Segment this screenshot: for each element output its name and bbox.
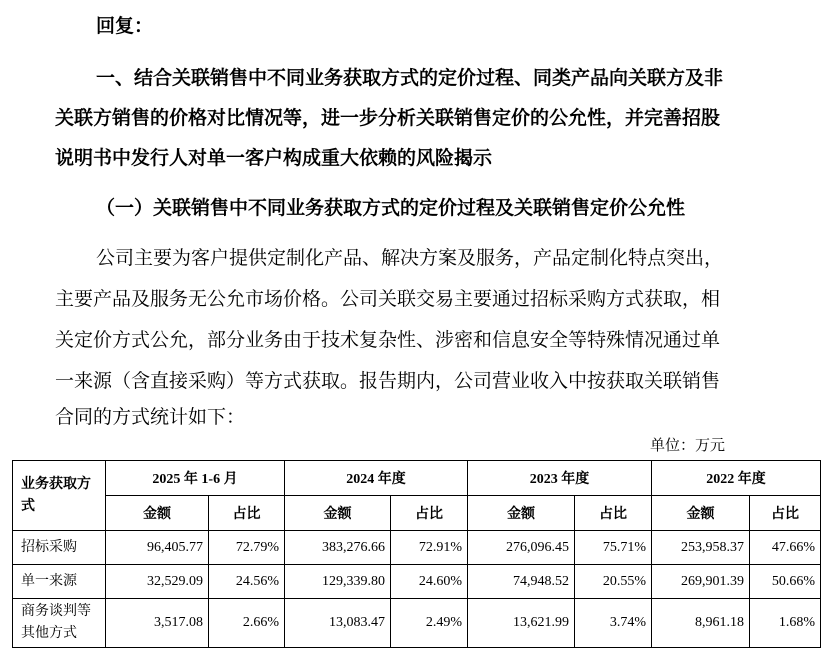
table-header-amount: 金额 bbox=[285, 496, 391, 531]
table-header-ratio: 占比 bbox=[391, 496, 468, 531]
table-cell: 2.49% bbox=[391, 599, 468, 648]
table-header-ratio: 占比 bbox=[575, 496, 652, 531]
body-line-3: 关定价方式公允，部分业务由于技术复杂性、涉密和信息安全等特殊情况通过单 bbox=[55, 329, 721, 351]
reply-label: 回复： bbox=[96, 15, 154, 37]
body-line-5: 合同的方式统计如下： bbox=[55, 406, 246, 428]
table-cell: 276,096.45 bbox=[468, 531, 575, 565]
table-header-period: 2022 年度 bbox=[652, 461, 821, 496]
table-header-amount: 金额 bbox=[652, 496, 750, 531]
table-row bbox=[13, 565, 821, 599]
row-label: 商务谈判等其他方式 bbox=[13, 599, 106, 648]
section-heading: （一）关联销售中不同业务获取方式的定价过程及关联销售定价公允性 bbox=[96, 197, 686, 219]
table-cell: 129,339.80 bbox=[285, 565, 391, 599]
row-label: 单一来源 bbox=[13, 565, 106, 599]
table-cell: 74,948.52 bbox=[468, 565, 575, 599]
table-header-method: 业务获取方式 bbox=[13, 461, 106, 531]
table-cell: 47.66% bbox=[750, 531, 821, 565]
body-line-4: 一来源（含直接采购）等方式获取。报告期内，公司营业收入中按获取关联销售 bbox=[55, 370, 721, 392]
table-header-row-periods bbox=[13, 461, 821, 496]
table-header-row-metrics bbox=[13, 496, 821, 531]
question-title-line-3: 说明书中发行人对单一客户构成重大依赖的风险揭示 bbox=[55, 147, 493, 169]
table-cell: 3.74% bbox=[575, 599, 652, 648]
table-cell: 8,961.18 bbox=[652, 599, 750, 648]
body-line-1: 公司主要为客户提供定制化产品、解决方案及服务，产品定制化特点突出， bbox=[96, 247, 724, 269]
row-label: 招标采购 bbox=[13, 531, 106, 565]
table-header-period: 2024 年度 bbox=[285, 461, 468, 496]
table-cell: 13,621.99 bbox=[468, 599, 575, 648]
table-header-period: 2025 年 1-6 月 bbox=[106, 461, 285, 496]
table-row bbox=[13, 531, 821, 565]
table-cell: 50.66% bbox=[750, 565, 821, 599]
table-cell: 24.56% bbox=[209, 565, 285, 599]
table-header-period: 2023 年度 bbox=[468, 461, 652, 496]
table-cell: 2.66% bbox=[209, 599, 285, 648]
table-header-amount: 金额 bbox=[106, 496, 209, 531]
table-cell: 75.71% bbox=[575, 531, 652, 565]
table-row bbox=[13, 599, 821, 648]
table-cell: 253,958.37 bbox=[652, 531, 750, 565]
table-header-amount: 金额 bbox=[468, 496, 575, 531]
table-cell: 13,083.47 bbox=[285, 599, 391, 648]
table-cell: 24.60% bbox=[391, 565, 468, 599]
table-cell: 20.55% bbox=[575, 565, 652, 599]
unit-label: 单位：万元 bbox=[650, 436, 726, 454]
table-cell: 72.91% bbox=[391, 531, 468, 565]
body-line-2: 主要产品及服务无公允市场价格。公司关联交易主要通过招标采购方式获取，相 bbox=[55, 288, 721, 310]
table-cell: 383,276.66 bbox=[285, 531, 391, 565]
table-cell: 269,901.39 bbox=[652, 565, 750, 599]
table-cell: 3,517.08 bbox=[106, 599, 209, 648]
question-title-line-2: 关联方销售的价格对比情况等，进一步分析关联销售定价的公允性，并完善招股 bbox=[55, 107, 721, 129]
question-title-line-1: 一、结合关联销售中不同业务获取方式的定价过程、同类产品向关联方及非 bbox=[96, 67, 724, 89]
table-cell: 96,405.77 bbox=[106, 531, 209, 565]
table-cell: 72.79% bbox=[209, 531, 285, 565]
table-header-ratio: 占比 bbox=[750, 496, 821, 531]
revenue-by-method-table bbox=[12, 460, 821, 648]
table-header-ratio: 占比 bbox=[209, 496, 285, 531]
table-cell: 32,529.09 bbox=[106, 565, 209, 599]
table-cell: 1.68% bbox=[750, 599, 821, 648]
